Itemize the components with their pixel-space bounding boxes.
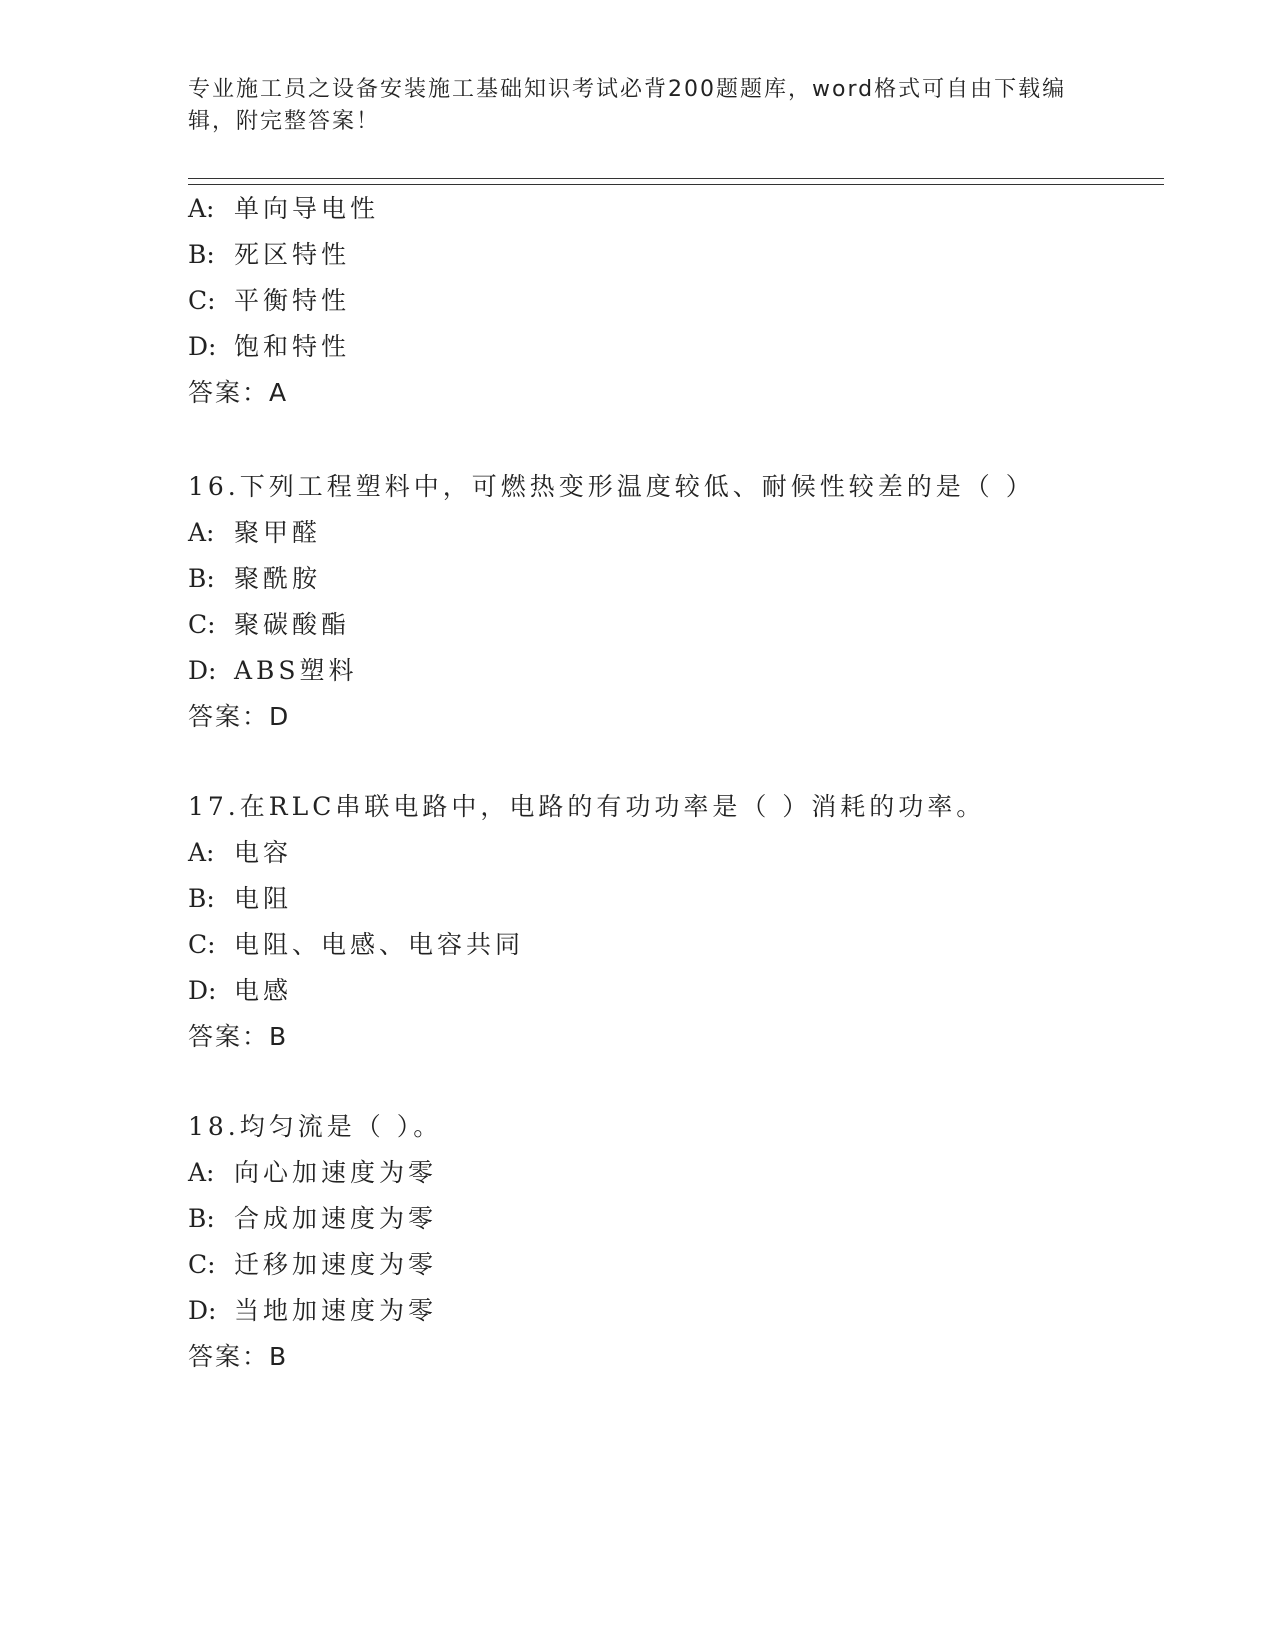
option-key: A: xyxy=(188,518,215,547)
option-text: 聚碳酸酯 xyxy=(234,610,351,639)
option-key: D: xyxy=(188,976,217,1005)
option-c xyxy=(188,922,1168,968)
option-b xyxy=(188,876,1168,922)
option-key: B: xyxy=(188,1204,215,1233)
document-header: 专业施工员之设备安装施工基础知识考试必背200题题库，word格式可自由下载编辑，附完整答案！ xyxy=(188,77,1067,134)
option-key: A: xyxy=(188,1158,215,1187)
option-key: C: xyxy=(188,1250,216,1279)
option-a xyxy=(188,510,1168,556)
option-text: 平衡特性 xyxy=(234,286,351,315)
header-divider-bottom xyxy=(188,184,1164,185)
option-a xyxy=(188,1150,1168,1196)
option-key: D: xyxy=(188,332,217,361)
option-text: 电感 xyxy=(234,976,293,1005)
option-key: C: xyxy=(188,286,216,315)
option-key: A: xyxy=(188,194,215,223)
question-number: 17. xyxy=(188,792,240,821)
option-key: D: xyxy=(188,1296,217,1325)
header-divider-top xyxy=(188,178,1164,179)
option-text: 电容 xyxy=(234,838,293,867)
option-key: B: xyxy=(188,884,215,913)
option-b xyxy=(188,1196,1168,1242)
option-d xyxy=(188,968,1168,1014)
answer-line: 答案：B xyxy=(188,1022,289,1051)
option-d xyxy=(188,648,1168,694)
question-text: 在RLC串联电路中，电路的有功功率是（ ）消耗的功率。 xyxy=(239,792,986,821)
option-c xyxy=(188,1242,1168,1288)
question-number: 16. xyxy=(188,472,240,501)
question-stem xyxy=(188,464,1168,510)
question-block-18 xyxy=(188,1104,1168,1380)
question-block-16 xyxy=(188,464,1168,740)
option-b xyxy=(188,232,1168,278)
question-block-15 xyxy=(188,186,1168,416)
option-text: 聚酰胺 xyxy=(234,564,322,593)
option-key: B: xyxy=(188,564,215,593)
option-text: 向心加速度为零 xyxy=(234,1158,438,1187)
question-stem xyxy=(188,1104,1168,1150)
option-b xyxy=(188,556,1168,602)
option-key: C: xyxy=(188,930,216,959)
option-text: 饱和特性 xyxy=(234,332,351,361)
question-text: 下列工程塑料中，可燃热变形温度较低、耐候性较差的是（ ） xyxy=(239,472,1035,501)
option-key: C: xyxy=(188,610,216,639)
option-text: 聚甲醛 xyxy=(234,518,322,547)
option-text: 单向导电性 xyxy=(234,194,380,223)
option-a xyxy=(188,830,1168,876)
option-key: D: xyxy=(188,656,217,685)
question-text: 均匀流是（ ）。 xyxy=(239,1112,443,1141)
option-text: 电阻、电感、电容共同 xyxy=(234,930,525,959)
question-block-17 xyxy=(188,784,1168,1060)
option-d xyxy=(188,1288,1168,1334)
answer-line: 答案：D xyxy=(188,702,291,731)
option-c xyxy=(188,602,1168,648)
option-text: ABS塑料 xyxy=(234,656,358,685)
option-a xyxy=(188,186,1168,232)
option-text: 合成加速度为零 xyxy=(234,1204,438,1233)
answer-line: 答案：A xyxy=(188,378,289,407)
option-c xyxy=(188,278,1168,324)
option-text: 死区特性 xyxy=(234,240,351,269)
answer-line: 答案：B xyxy=(188,1342,289,1371)
option-d xyxy=(188,324,1168,370)
question-number: 18. xyxy=(188,1112,240,1141)
option-text: 当地加速度为零 xyxy=(234,1296,438,1325)
option-key: B: xyxy=(188,240,215,269)
question-stem xyxy=(188,784,1168,830)
option-text: 迁移加速度为零 xyxy=(234,1250,438,1279)
option-text: 电阻 xyxy=(234,884,293,913)
option-key: A: xyxy=(188,838,215,867)
